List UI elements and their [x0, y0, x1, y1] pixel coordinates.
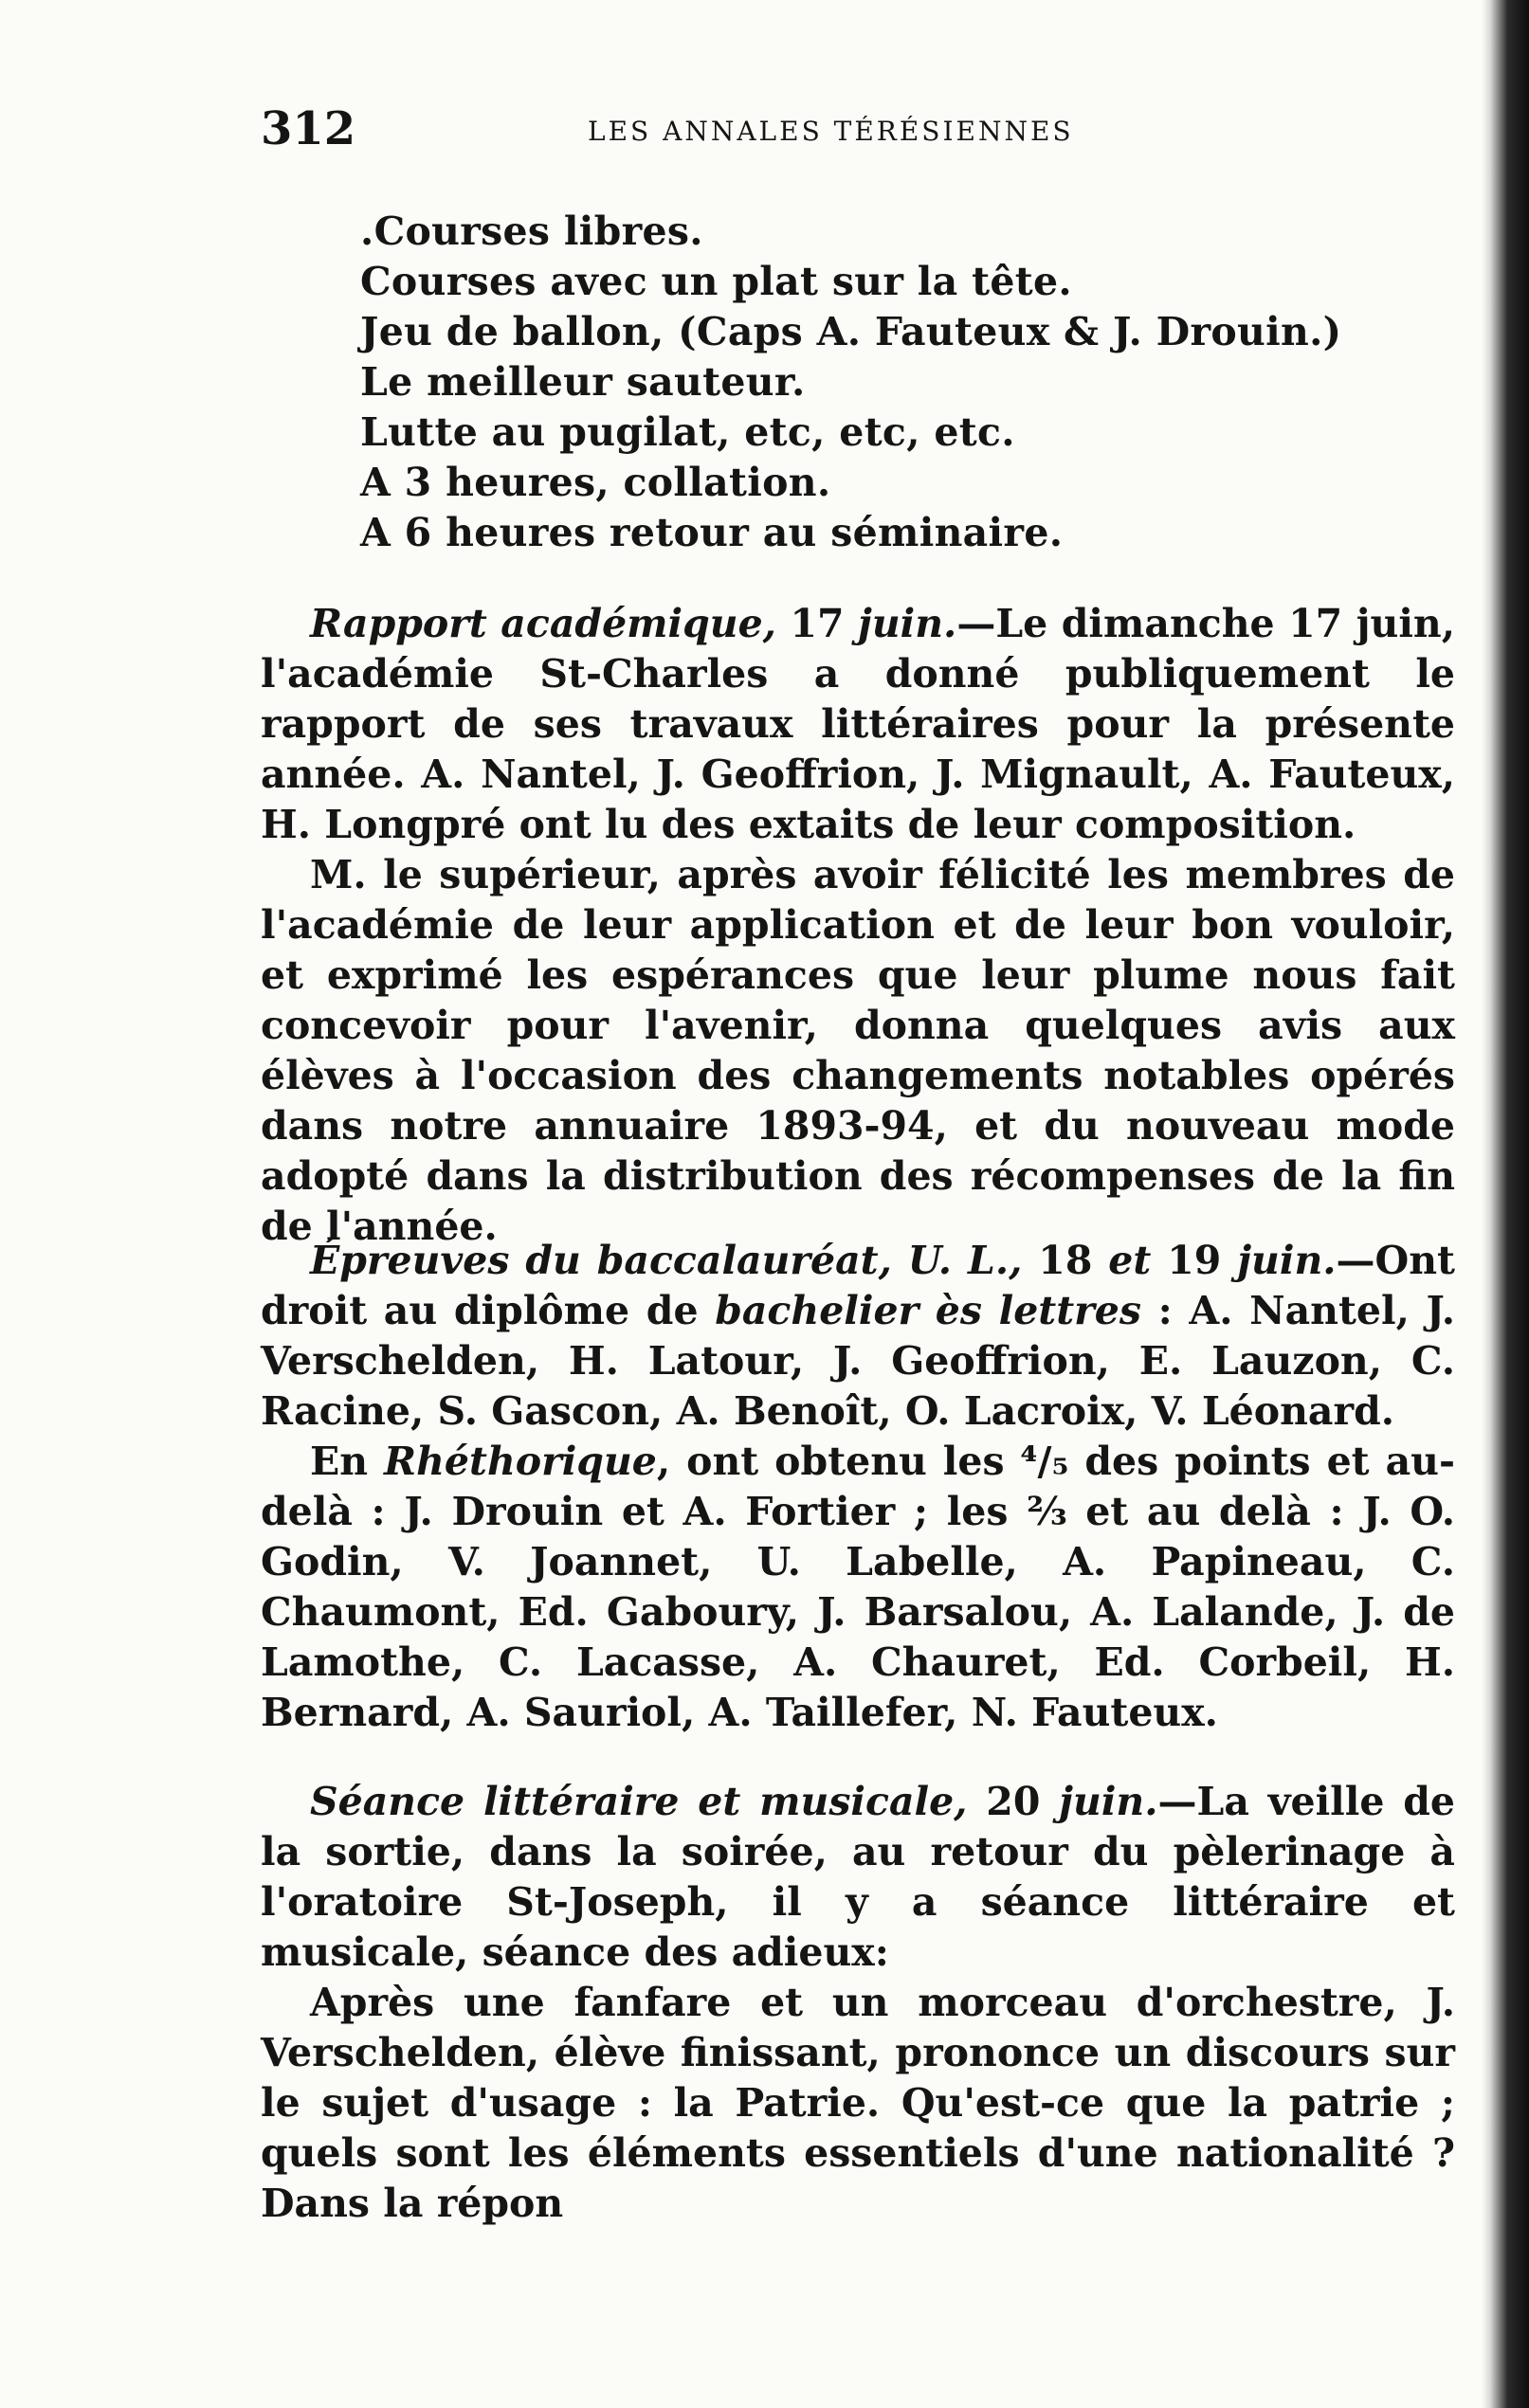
list-item: A 3 heures, collation.: [360, 460, 831, 505]
epreuves-p2-b: , ont obtenu les ⁴/₅ des points et au-delà : J. Drouin et A. Fortier ; les ⅔ et au delà : J. O. Godin, V. Joannet, U. Labelle, A. Papineau, C. Chaumont, Ed. Gaboury, J. Barsalou, A. Lalande, J. de Lamothe, C. Lacasse, A. Chauret, Ed. Corbeil, H. Bernard, A. Sauriol, A. Taillefer, N. Fauteux.: [261, 1439, 1455, 1735]
rapport-heading: Rapport académique,: [310, 601, 776, 646]
seance-paragraph-2: Après une fanfare et un morceau d'orchestre, J. Verschelden, élève finissant, prononce un discours sur le sujet d'usage : la Patrie. Qu'est-ce que la patrie ; quels sont les éléments essentiels d'une nationalité ? Dans la répon: [261, 1980, 1455, 2226]
epreuves-p2-a: En: [310, 1439, 385, 1484]
page-number: 312: [261, 102, 356, 155]
list-item: Le meilleur sauteur.: [360, 359, 806, 405]
list-item: .Courses libres.: [360, 208, 703, 254]
page-edge: [1482, 0, 1529, 2408]
epreuves-text-b: : A. Nantel, J. Verschelden, H. Latour, J. Geoffrion, E. Lauzon, C. Racine, S. Gascon, A. Benoît, O. Lacroix, V. Léonard.: [261, 1288, 1456, 1434]
seance-month: juin.: [1059, 1779, 1158, 1824]
epreuves-section: [261, 1236, 1455, 1738]
epreuves-date-2: 19: [1151, 1238, 1238, 1283]
list-item: Jeu de ballon, (Caps A. Fauteux & J. Drouin.): [360, 309, 1342, 354]
epreuves-text-a: —Ont droit au diplôme de: [261, 1238, 1455, 1333]
epreuves-et: et: [1108, 1238, 1152, 1283]
epreuves-paragraph-2: [261, 1437, 1455, 1738]
program-list: [360, 207, 1341, 558]
page-header: [261, 102, 1460, 159]
seance-text: —La veille de la sortie, dans la soirée, au retour du pèlerinage à l'oratoire St-Joseph, il y a séance littéraire et musicale, séance des adieux:: [261, 1779, 1455, 1975]
rapport-text: —Le dimanche 17 juin, l'académie St-Charles a donné publiquement le rapport de ses travaux littéraires pour la présente année. A. Nantel, J. Geoffrion, J. Mignault, A. Fauteux, H. Longpré ont lu des extaits de leur composition.: [261, 601, 1455, 847]
epreuves-heading: Épreuves du baccalauréat, U. L.,: [310, 1238, 1023, 1283]
epreuves-rhetorique: Rhéthorique: [384, 1439, 657, 1484]
rapport-paragraph-2: M. le supérieur, après avoir félicité les membres de l'académie de leur application et de leur bon vouloir, et exprimé les espérances que leur plume nous fait concevoir pour l'avenir, donna quelques avis aux élèves à l'occasion des changements notables opérés dans notre annuaire 1893-94, et du nouveau mode adopté dans la distribution des récompenses de la fin de l'année.: [261, 852, 1455, 1249]
rapport-date-month: juin.: [858, 601, 957, 646]
list-item: A 6 heures retour au séminaire.: [360, 510, 1064, 555]
epreuves-paragraph-1: [261, 1236, 1455, 1437]
epreuves-date-1: 18: [1022, 1238, 1109, 1283]
epreuves-month: juin.: [1237, 1238, 1337, 1283]
seance-heading: Séance littéraire et musicale,: [310, 1779, 968, 1824]
running-title: LES ANNALES TÉRÉSIENNES: [588, 116, 1074, 147]
seance-date: 20: [967, 1779, 1060, 1824]
rapport-date: 17: [775, 601, 859, 646]
seance-section: [261, 1777, 1455, 2229]
rapport-paragraph-1: [261, 599, 1455, 850]
epreuves-bachelier: bachelier ès lettres: [715, 1288, 1141, 1333]
list-item: Lutte au pugilat, etc, etc, etc.: [360, 409, 1015, 455]
seance-paragraph-1: [261, 1777, 1455, 1978]
rapport-section: [261, 599, 1455, 1252]
list-item: Courses avec un plat sur la tête.: [360, 259, 1072, 304]
